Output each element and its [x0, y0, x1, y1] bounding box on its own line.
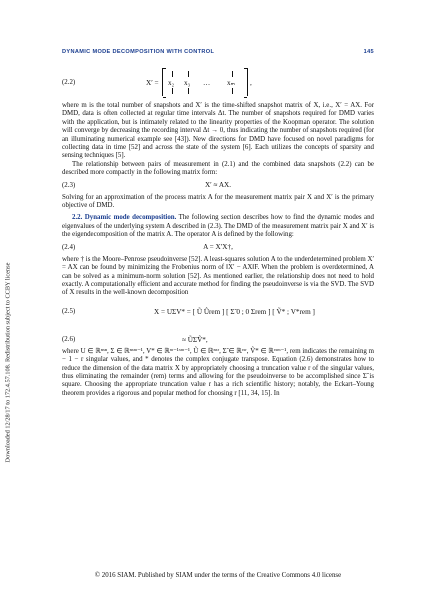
equation-number: (2.5)	[62, 307, 76, 315]
equation-body: A = X′X†,	[203, 242, 233, 251]
column-bar	[172, 71, 173, 77]
equation-2-3	[62, 178, 374, 194]
section-text: The following section describes how to find the dynamic modes and eigenvalues of the underlying system A described in (2.3). The DMD of the measurement matrix pair X and X′ is the eigendecomposition of the matrix A. The operator A is defined by the following:	[62, 214, 374, 239]
equation-body: ≈ ŨΣ̃Ṽ*,	[182, 335, 208, 344]
equation-2-2	[62, 66, 374, 102]
section-number: 2.2.	[72, 214, 83, 222]
matrix-column: …	[203, 79, 211, 87]
download-notice	[2, 170, 14, 560]
snapshot-matrix	[146, 68, 296, 98]
equation-number: (2.2)	[62, 79, 76, 86]
matrix-lhs: X′ =	[146, 79, 159, 87]
page-number: 145	[363, 49, 374, 55]
section-title: Dynamic mode decomposition.	[84, 214, 177, 222]
paragraph: Solving for an approximation of the process matrix A for the measurement matrix pair X and X′ is the primary objective of DMD.	[62, 193, 374, 210]
running-header	[62, 49, 374, 59]
equation-number: (2.4)	[62, 243, 76, 251]
license-footer: © 2016 SIAM. Published by SIAM under the terms of the Creative Commons 4.0 license	[94, 572, 342, 579]
equation-number: (2.3)	[62, 181, 76, 189]
column-bar	[232, 88, 233, 94]
matrix-comma: ,	[250, 79, 252, 87]
matrix-column: x₃	[184, 79, 191, 87]
section-paragraph	[62, 214, 374, 239]
running-title: DYNAMIC MODE DECOMPOSITION WITH CONTROL	[62, 49, 215, 55]
column-bar	[188, 71, 189, 77]
paragraph: where † is the Moore–Penrose pseudoinverse [52]. A least-squares solution A to the underdetermined problem X′ = AX can be found by minimizing the Frobenius norm of ‖X′ − AX‖F. When the problem is overdetermined, A can be solved as a minimum-norm solution [52]. As mentioned earlier, the relationship does not need to hold exactly. A computationally efficient and accurate method for finding the pseudoinverse is via the SVD. The SVD of X results in the well-known decomposition	[62, 255, 374, 297]
equations-2-5-2-6	[62, 298, 374, 348]
equation-body: X = UΣV* = [ Ũ Ûrem ] [ Σ̃ 0 ; 0 Σrem ] [ Ṽ* ; V*rem ]	[154, 307, 315, 316]
column-bar	[172, 88, 173, 94]
matrix-column: x₂	[168, 79, 175, 87]
paragraph: where m is the total number of snapshots and X′ is the time-shifted snapshot matrix of X, i.e., X′ = AX. For DMD, data is often collected at regular time intervals Δt. The number of snapshots required for DMD varies with the application, but is intimately related to the linearity properties of the Koopman operator. The solution will converge by decreasing the recording interval Δt → 0, thus indicating the number of snapshots required (for an illuminating numerical example see [43]). New directions for DMD have focused on novel paradigms for collecting data in time [52] and across the state of the system [6]. Each utilizes the concepts of sparsity and sensing techniques [5].	[62, 102, 374, 160]
paragraph: The relationship between pairs of measurement in (2.1) and the combined data snapshots (2.2) can be described more compactly in the following matrix form:	[62, 160, 374, 177]
page-body	[62, 66, 374, 398]
download-notice-text: Downloaded 12/28/17 to 172.4.57.108. Redistribution subject to CCBY license	[4, 262, 12, 463]
equation-number: (2.6)	[62, 335, 76, 343]
matrix-column: xₘ	[227, 79, 236, 87]
column-bar	[188, 88, 189, 94]
equation-body: X′ ≈ AX.	[204, 180, 232, 189]
column-bar	[232, 71, 233, 77]
matrix-bracket	[162, 68, 248, 96]
paragraph: where U ∈ ℝⁿˣⁿ, Σ ∈ ℝⁿˣᵐ⁻¹, V* ∈ ℝᵐ⁻¹ˣᵐ⁻¹, Ũ ∈ ℝⁿˣʳ, Σ̃ ∈ ℝʳˣʳ, Ṽ* ∈ ℝʳˣᵐ⁻¹, rem indicates the remaining m − 1 − r singular values, and * denotes the complex conjugate transpose. Equation (2.6) demonstrates how to reduce the dimension of the data matrix X by appropriately choosing a truncation value r of the singular values, thus eliminating the remainder (rem) terms and allowing for the pseudoinverse to be accomplished since Σ̃ is square. Choosing the appropriate truncation value r has a rich scientific history; notably, the Eckart–Young theorem provides a rigorous and popular method for choosing r [11, 34, 15]. In	[62, 347, 374, 397]
equation-2-4	[62, 240, 374, 256]
